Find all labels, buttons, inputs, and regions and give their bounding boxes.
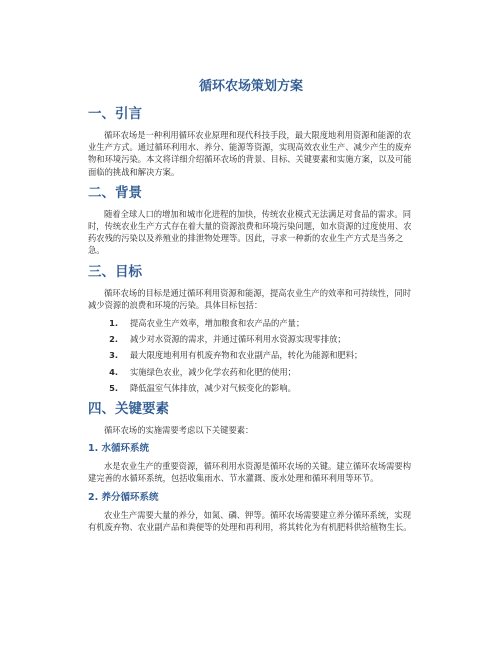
list-item-number: 5. [109, 382, 118, 393]
list-item [88, 333, 414, 345]
list-item-number: 2. [109, 334, 118, 345]
list-item-number: 1. [109, 318, 118, 329]
section-heading-elements: 四、关键要素 [88, 401, 169, 418]
document-title: 循环农场策划方案 [198, 79, 303, 94]
list-item-text: 减少对水资源的需求，并通过循环利用水资源实现零排放； [130, 334, 346, 345]
list-item [88, 382, 414, 394]
list-item-text: 降低温室气体排放，减少对气候变化的影响。 [130, 382, 296, 393]
intro-paragraph: 循环农场是一种利用循环农业原理和现代科技手段，最大限度地利用资源和能源的农业生产方式。通过循环利用水、养分、能源等资源，实现高效农业生产、减少产生的废弃物和环境污染。本文将详细介绍循环农场的背景、目标、关键要素和实施方案，以及可能面临的挑战和解决方案。 [88, 130, 412, 177]
goals-list [88, 317, 414, 394]
list-item [88, 366, 414, 378]
nutrient-paragraph: 农业生产需要大量的养分，如氮、磷、钾等。循环农场需要建立养分循环系统，实现有机废弃物、农业副产品和粪便等的处理和再利用，将其转化为有机肥料供给植物生长。 [88, 509, 412, 532]
section-heading-background: 二、背景 [88, 184, 142, 201]
list-item [88, 349, 414, 361]
background-paragraph: 随着全球人口的增加和城市化进程的加快，传统农业模式无法满足对食品的需求。同时，传统农业生产方式存在着大量的资源浪费和环境污染问题，如水资源的过度使用、农药农残的污染以及养殖业的排泄物处理等。因此，寻求一种新的农业生产方式是当务之急。 [88, 208, 412, 256]
list-item-number: 4. [109, 366, 118, 377]
list-item-number: 3. [109, 350, 118, 361]
subsection-heading-nutrient: 2. 养分循环系统 [88, 491, 159, 503]
list-item-text: 最大限度地利用有机废弃物和农业副产品，转化为能源和肥料； [130, 350, 363, 361]
list-item-text: 实施绿色农业，减少化学农药和化肥的使用； [130, 366, 296, 377]
section-heading-intro: 一、引言 [88, 106, 142, 122]
water-paragraph: 水是农业生产的重要资源，循环利用水资源是循环农场的关键。建立循环农场需要构建完善的水循环系统，包括收集雨水、节水灌溉、废水处理和循环利用等环节。 [88, 461, 411, 484]
elements-paragraph: 循环农场的实施需要考虑以下关键要素： [104, 425, 254, 436]
section-heading-goals: 三、目标 [88, 263, 142, 280]
list-item-text: 提高农业生产效率，增加粮食和农产品的产量； [130, 318, 305, 329]
goals-paragraph: 循环农场的目标是通过循环利用资源和能源，提高农业生产的效率和可持续性，同时减少资源的浪费和环境的污染。具体目标包括： [88, 287, 411, 310]
list-item [88, 317, 414, 329]
subsection-heading-water: 1. 水循环系统 [88, 443, 150, 455]
